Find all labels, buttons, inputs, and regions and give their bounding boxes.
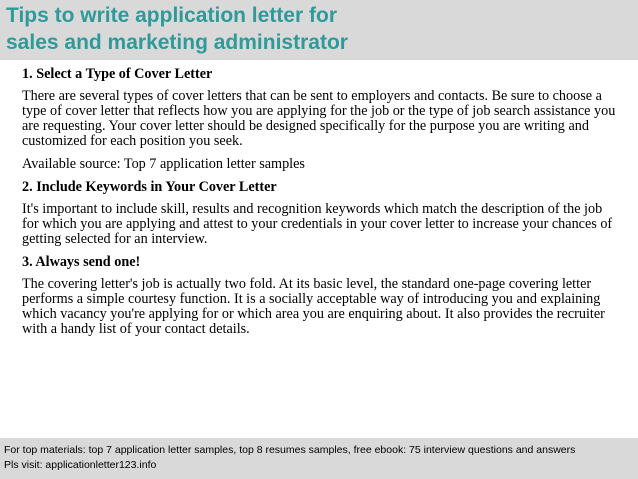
page-title — [6, 2, 626, 56]
title-band — [0, 0, 638, 60]
footer-line-2: Pls visit: applicationletter123.info — [4, 459, 157, 471]
section-3-body: The covering letter's job is actually two fold. At its basic level, the standard one-page covering letter performs a simple courtesy function. It is a socially acceptable way of introducing you and explaining which vacancy you're applying for or which area you are enquiring about. It also provides the recruiter with a handy list of your contact details. — [22, 276, 605, 337]
footer-text — [4, 443, 634, 473]
section-3-heading: 3. Always send one! — [22, 254, 141, 270]
content — [22, 67, 622, 345]
title-line-1: Tips to write application letter for — [6, 4, 337, 27]
title-line-2: sales and marketing administrator — [6, 31, 348, 54]
section-2-body: It's important to include skill, results and recognition keywords which match the description of the job for which you are applying and attest to your credentials in your cover letter to increase your chances of getting selected for an interview. — [22, 201, 613, 247]
section-1-body: There are several types of cover letters that can be sent to employers and contacts. Be sure to choose a type of cover letter that reflects how you are applying for the job or the type of job search assistance you are requesting. Your cover letter should be designed specifically for the purpose you are writing and customized for each position you seek. — [22, 88, 616, 149]
section-1-source: Available source: Top 7 application letter samples — [22, 156, 305, 172]
footer-band — [0, 438, 638, 479]
footer-line-1: For top materials: top 7 application letter samples, top 8 resumes samples, free ebook: 75 interview questions and answers — [4, 444, 576, 456]
section-1-heading: 1. Select a Type of Cover Letter — [22, 66, 213, 82]
section-2-heading: 2. Include Keywords in Your Cover Letter — [22, 179, 277, 195]
